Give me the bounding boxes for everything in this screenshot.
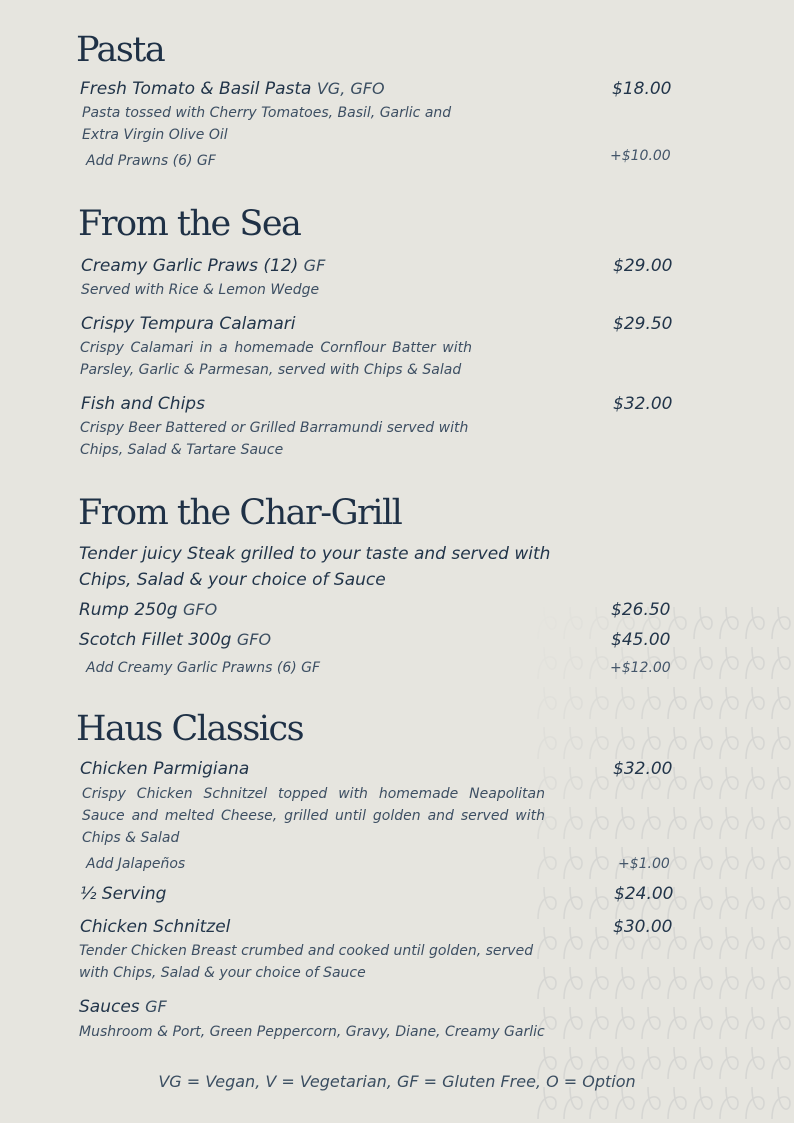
menu-item-name: ½ Serving [80,884,167,904]
menu-item-price: $18.00 [612,79,672,99]
addon-price: +$12.00 [610,660,671,676]
menu-item-price: $29.00 [613,256,673,276]
menu-item-name: Fish and Chips [81,394,205,414]
menu-item-price: $32.00 [613,394,673,414]
menu-item-price: $32.00 [613,759,673,779]
menu-item-name [80,79,385,99]
dietary-tags: GFO [236,630,272,649]
sauce-list: Mushroom & Port, Green Peppercorn, Gravy, Diane, Creamy Garlic [79,1024,545,1040]
section-heading-pasta: Pasta [76,30,165,70]
menu-item-price: $45.00 [611,630,671,650]
addon-label: Add Creamy Garlic Prawns (6) GF [86,660,321,676]
menu-item-price: $24.00 [614,884,674,904]
menu-item-description: Crispy Calamari in a homemade Cornflour Batter with Parsley, Garlic & Parmesan, served with Chips & Salad [80,340,472,378]
menu-item-description: Served with Rice & Lemon Wedge [81,282,320,298]
menu-item-description: Pasta tossed with Cherry Tomatoes, Basil, Garlic and Extra Virgin Olive Oil [82,105,452,143]
menu-item-name [79,997,167,1017]
section-heading-sea: From the Sea [78,204,301,244]
menu-item-price: $29.50 [613,314,673,334]
addon-price: +$1.00 [618,856,670,872]
menu-item-description: Crispy Beer Battered or Grilled Barramundi served with Chips, Salad & Tartare Sauce [80,420,469,458]
section-heading-classics: Haus Classics [76,709,304,749]
menu-item-name [81,256,325,276]
item-name-text: Scotch Fillet 300g [79,630,232,650]
dietary-legend: VG = Vegan, V = Vegetarian, GF = Gluten Free, O = Option [158,1072,636,1091]
dietary-tags: GFO [183,600,218,619]
menu-item-price: $30.00 [613,917,673,937]
menu-item-price: $26.50 [611,600,671,620]
item-name-text: Rump 250g [79,600,178,620]
addon-price: +$10.00 [610,148,671,164]
menu-item-name [79,630,271,650]
item-name-text: Creamy Garlic Praws (12) [81,256,299,276]
addon-label: Add Prawns (6) GF [86,153,216,169]
section-heading-grill: From the Char-Grill [78,493,402,533]
addon-label: Add Jalapeños [86,856,186,872]
menu-item-name: Crispy Tempura Calamari [81,314,296,334]
item-name-text: Fresh Tomato & Basil Pasta [80,79,312,99]
menu-item-name: Chicken Schnitzel [80,917,231,937]
dietary-tags: GF [145,997,167,1016]
menu-item-name [79,600,217,620]
item-name-text: Sauces [79,997,140,1017]
dietary-tags: VG, GFO [316,79,385,98]
menu-item-description: Crispy Chicken Schnitzel topped with homemade Neapolitan Sauce and melted Cheese, grilled until golden and served with Chips & Salad [82,786,545,846]
grill-intro: Tender juicy Steak grilled to your taste and served with Chips, Salad & your choice of Sauce [79,544,551,590]
menu-item-name: Chicken Parmigiana [80,759,250,779]
dietary-tags: GF [303,256,326,275]
menu-item-description: Tender Chicken Breast crumbed and cooked until golden, served with Chips, Salad & your choice of Sauce [79,943,534,981]
